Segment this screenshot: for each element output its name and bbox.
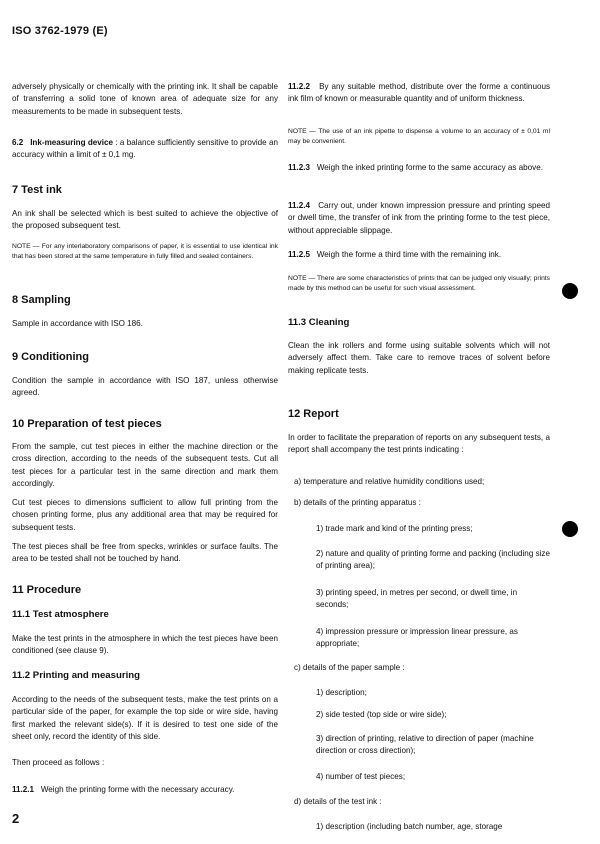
section-11-2-2 bbox=[288, 81, 550, 106]
report-item-b4: 4) impression pressure or impression linear pressure, as appropriate; bbox=[316, 627, 518, 649]
section-11-2-1-text: Weigh the printing forme with the necessary accuracy. bbox=[40, 785, 235, 794]
section-11-2-3-text: Weigh the inked printing forme to the same accuracy as above. bbox=[316, 163, 543, 172]
section-11-2-3-number: 11.2.3 bbox=[288, 163, 311, 172]
margin-punch-mark bbox=[562, 283, 578, 299]
section-11-1-heading: 11.1 Test atmosphere bbox=[12, 609, 109, 620]
report-item-c2: 2) side tested (top side or wire side); bbox=[316, 710, 447, 719]
section-8-heading: 8 Sampling bbox=[12, 294, 71, 306]
section-12-text: In order to facilitate the preparation of reports on any subsequent tests, a report shall accompany the test prints indicating : bbox=[288, 433, 550, 455]
report-item-b1: 1) trade mark and kind of the printing press; bbox=[316, 524, 473, 533]
report-item-b: b) details of the printing apparatus : bbox=[294, 498, 421, 507]
section-11-2-2-text: By any suitable method, distribute over the forme a continuous ink film of known or measurable quantity and of uniform thickness. bbox=[288, 82, 550, 104]
section-10-heading: 10 Preparation of test pieces bbox=[12, 418, 162, 430]
note-visual-assessment: NOTE — There are some characteristics of prints that can be judged only visually; prints made by this method can be useful for such visual assessment. bbox=[288, 275, 550, 293]
section-6-2-title: Ink-measuring device bbox=[30, 138, 114, 147]
report-item-a: a) temperature and relative humidity conditions used; bbox=[294, 477, 485, 486]
section-12-heading: 12 Report bbox=[288, 408, 339, 420]
report-item-b3: 3) printing speed, in metres per second, or dwell time, in seconds; bbox=[316, 588, 518, 610]
section-11-2-5 bbox=[288, 249, 550, 261]
section-9-text: Condition the sample in accordance with ISO 187, unless otherwise agreed. bbox=[12, 376, 278, 398]
section-11-2-2-number: 11.2.2 bbox=[288, 82, 311, 91]
report-item-c: c) details of the paper sample : bbox=[294, 663, 405, 672]
report-item-c3: 3) direction of printing, relative to direction of paper (machine direction or cross direction); bbox=[316, 734, 534, 756]
section-7-note: NOTE — For any interlaboratory comparisons of paper, it is essential to use identical ink that has been stored at the same temperature in fully filled and sealed containers. bbox=[12, 243, 278, 261]
intro-paragraph: adversely physically or chemically with the printing ink. It shall be capable of transferring a solid tone of known area of adequate size for any measurements to be made in subsequent tests. bbox=[12, 82, 278, 116]
section-11-2-4-number: 11.2.4 bbox=[288, 201, 311, 210]
section-11-2-4 bbox=[288, 200, 550, 237]
section-11-2-1-number: 11.2.1 bbox=[12, 785, 35, 794]
section-11-2-5-number: 11.2.5 bbox=[288, 250, 311, 259]
report-item-b2: 2) nature and quality of printing forme and packing (including size of printing area); bbox=[316, 549, 550, 571]
section-7-heading: 7 Test ink bbox=[12, 184, 62, 196]
section-9-heading: 9 Conditioning bbox=[12, 351, 89, 363]
section-11-3-heading: 11.3 Cleaning bbox=[288, 317, 350, 328]
page-number: 2 bbox=[12, 811, 20, 826]
report-item-c1: 1) description; bbox=[316, 688, 367, 697]
note-ink-pipette: NOTE — The use of an ink pipette to dispense a volume to an accuracy of ± 0,01 ml may be convenient. bbox=[288, 128, 550, 146]
report-item-d1: 1) description (including batch number, age, storage bbox=[316, 822, 503, 831]
section-6-2-text: : a balance sufficiently sensitive to provide an accuracy within a limit of ± 0,1 mg. bbox=[12, 138, 278, 160]
section-11-2-1 bbox=[12, 784, 278, 796]
section-11-2-5-text: Weigh the forme a third time with the remaining ink. bbox=[316, 250, 502, 259]
section-11-2-3 bbox=[288, 162, 550, 174]
section-11-1-text: Make the test prints in the atmosphere in which the test pieces have been conditioned (see clause 9). bbox=[12, 634, 278, 656]
document-header: ISO 3762-1979 (E) bbox=[12, 25, 108, 37]
section-10-paragraph-1: From the sample, cut test pieces in either the machine direction or the cross direction, according to the needs of the subsequent tests. Cut all test pieces for a particular test in the same direction and mark them accordingly. bbox=[12, 442, 278, 489]
report-item-c4: 4) number of test pieces; bbox=[316, 772, 406, 781]
section-6-2 bbox=[12, 137, 278, 162]
section-11-2-text: According to the needs of the subsequent tests, make the test prints on a particular side of the paper, for example the top side or wire side, having first marked the relevant side(s). If it is desired to test one side of the sheet only, record the identity of this side. bbox=[12, 695, 278, 742]
section-11-2-heading: 11.2 Printing and measuring bbox=[12, 670, 140, 681]
section-7-text: An ink shall be selected which is best suited to achieve the objective of the proposed subsequent test. bbox=[12, 209, 278, 231]
section-6-2-number: 6.2 bbox=[12, 138, 24, 147]
section-11-heading: 11 Procedure bbox=[12, 584, 82, 596]
section-8-text: Sample in accordance with ISO 186. bbox=[12, 319, 143, 328]
section-11-2-then: Then proceed as follows : bbox=[12, 758, 105, 767]
margin-punch-mark bbox=[562, 521, 578, 537]
report-item-d: d) details of the test ink : bbox=[294, 797, 382, 806]
section-10-paragraph-3: The test pieces shall be free from specks, wrinkles or surface faults. The area to be tested shall not be touched by hand. bbox=[12, 542, 278, 564]
section-11-3-text: Clean the ink rollers and forme using suitable solvents which will not adversely affect them. Take care to remove traces of solvent before making replicate tests. bbox=[288, 341, 550, 375]
section-10-paragraph-2: Cut test pieces to dimensions sufficient to allow full printing from the chosen printing forme, plus any additional area that may be required for subsequent tests. bbox=[12, 498, 278, 532]
section-11-2-4-text: Carry out, under known impression pressure and printing speed or dwell time, the transfer of ink from the printing forme to the test piece, without appreciable slippage. bbox=[288, 201, 550, 235]
